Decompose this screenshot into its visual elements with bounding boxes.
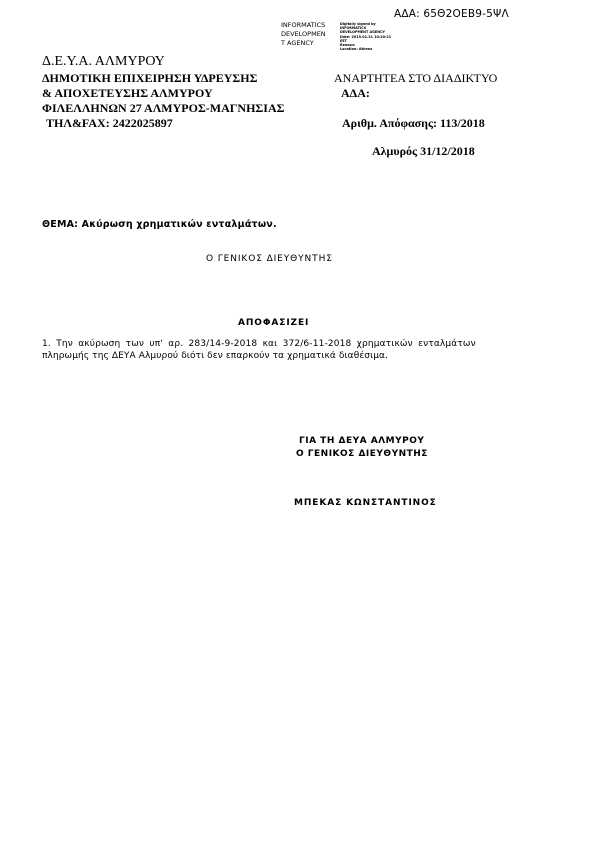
ada-label: ΑΔΑ: [341,86,370,100]
subject-line: ΘΕΜΑ: Ακύρωση χρηματικών ενταλμάτων. [42,219,277,230]
organization-name-line2: & ΑΠΟΧΕΤΕΥΣΗΣ ΑΛΜΥΡΟΥ [42,86,213,100]
signature-detail-line: DEVELOPMENT AGENCY [340,30,386,35]
agency-line: INFORMATICS [281,21,326,29]
document-date: Αλμυρός 31/12/2018 [372,144,475,158]
decision-paragraph-line: πληρωμής της ΔΕΥΑ Αλμυρού διότι δεν επαρκούν τα χρηματικά διαθέσιμα. [42,351,389,361]
signature-detail-line: EET [340,38,347,43]
signature-detail-line: Date: 2019.01.31 10:20:21 [340,34,392,39]
ada-stamp: ΑΔΑ: 65Θ2ΟΕΒ9-5ΨΛ [394,8,509,20]
signature-detail-line: Reason: [340,43,356,48]
agency-line: DEVELOPMEN [281,29,326,38]
organization-name-line1: ΔΗΜΟΤΙΚΗ ΕΠΙΧΕΙΡΗΣΗ ΥΔΡΕΥΣΗΣ [42,71,258,85]
organization-title: Δ.Ε.Υ.Α. ΑΛΜΥΡΟΥ [42,54,165,69]
decides-heading: ΑΠΟΦΑΣΙΖΕΙ [238,318,310,328]
signature-role-line: Ο ΓΕΝΙΚΟΣ ΔΙΕΥΘΥΝΤΗΣ [296,449,428,459]
organization-phone: ΤΗΛ&FAX: 2422025897 [46,116,173,130]
agency-line: T AGENCY [281,38,314,47]
signature-detail-line: INFORMATICS [340,26,367,31]
digital-signature-agency [281,21,326,47]
decision-paragraph [42,338,508,362]
digital-signature-details [340,22,391,51]
signature-detail-line: Digitally signed by [340,22,376,26]
general-manager-heading: Ο ΓΕΝΙΚΟΣ ΔΙΕΥΘΥΝΤΗΣ [206,254,333,264]
signer-name: ΜΠΕΚΑΣ ΚΩΝΣΤΑΝΤΙΝΟΣ [294,498,437,508]
signature-detail-line: Location: Athens [340,47,373,52]
signature-org-line: ΓΙΑ ΤΗ ΔΕΥΑ ΑΛΜΥΡΟΥ [299,436,425,446]
organization-address: ΦΙΛΕΛΛΗΝΩΝ 27 ΑΛΜΥΡΟΣ-ΜΑΓΝΗΣΙΑΣ [42,101,285,115]
publish-notice: ΑΝΑΡΤΗΤΕΑ ΣΤΟ ΔΙΑΔΙΚΤΥΟ [334,71,498,85]
decision-paragraph-line: 1. Την ακύρωση των υπ' αρ. 283/14-9-2018 και 372/6-11-2018 χρηματικών ενταλμάτων [42,339,476,349]
decision-number: Αριθμ. Απόφασης: 113/2018 [342,116,485,130]
